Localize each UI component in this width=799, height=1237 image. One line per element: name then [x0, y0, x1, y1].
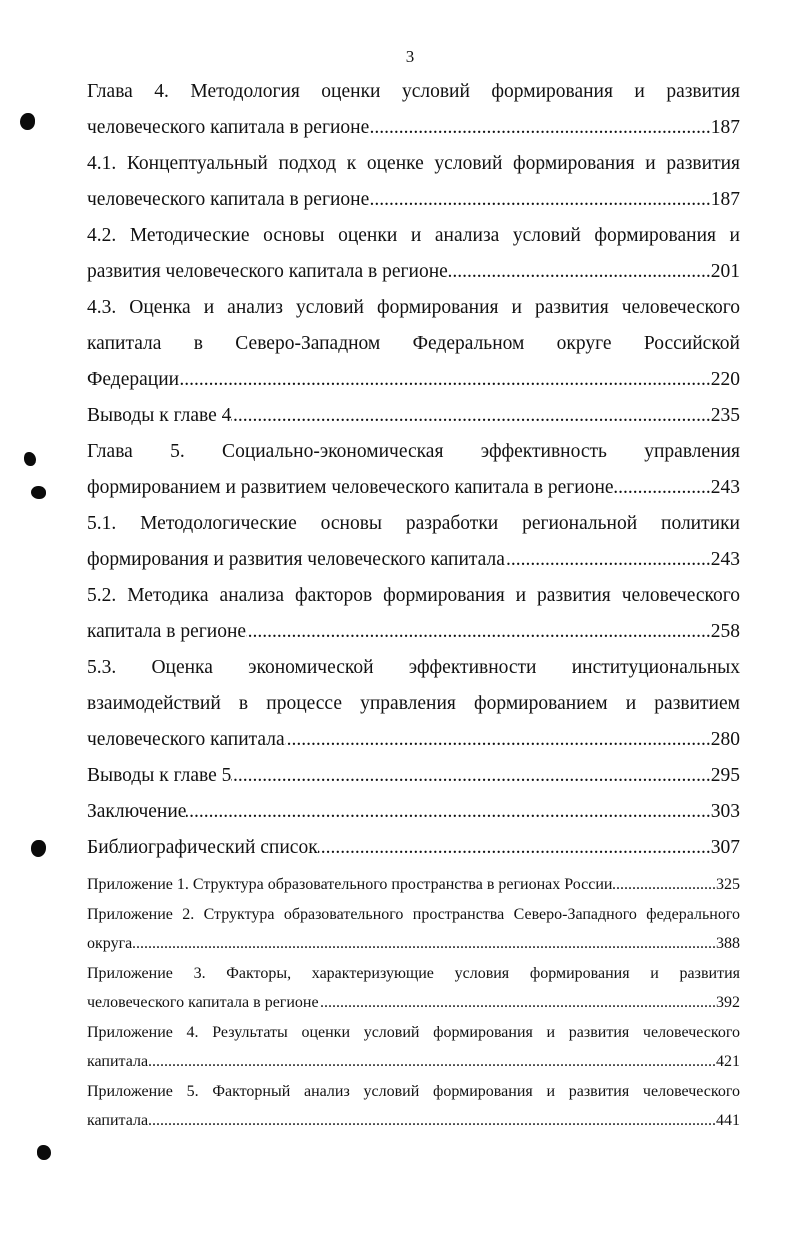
- toc-page-number: 280: [710, 729, 740, 750]
- toc-page-number: 388: [716, 935, 740, 952]
- toc-entry-last-line: [87, 830, 740, 866]
- dot-leader: [148, 1106, 716, 1136]
- toc-page-number: 441: [716, 1112, 740, 1129]
- toc-page-number: 325: [716, 876, 740, 893]
- dot-leader: [319, 988, 716, 1018]
- toc-entry: [87, 218, 740, 290]
- toc-line: взаимодействий в процессе управления формированием и развитием: [87, 693, 740, 714]
- toc-page-number: 220: [710, 369, 740, 390]
- toc-page-number: 243: [710, 477, 740, 498]
- toc-line: 5.1. Методологические основы разработки региональной политики: [87, 513, 740, 534]
- toc-entry-last-line: [87, 182, 740, 218]
- dot-leader: [369, 110, 711, 146]
- scan-mark: [31, 840, 46, 857]
- toc-line: Приложение 3. Факторы, характеризующие условия формирования и развития: [87, 964, 740, 982]
- toc-appendix-entry: [87, 900, 740, 959]
- toc-entry-last-line: [87, 470, 740, 506]
- toc-entry-last-line: [87, 758, 740, 794]
- toc-entry-title: округа: [87, 935, 133, 952]
- toc-page-number: 295: [710, 765, 740, 786]
- toc-entry-title: человеческого капитала: [87, 729, 285, 750]
- dot-leader: [505, 542, 711, 578]
- toc-entry-title: Заключение: [87, 801, 187, 822]
- toc-line: 4.2. Методические основы оценки и анализа условий формирования и: [87, 225, 740, 246]
- toc-entry-last-line: [87, 722, 740, 758]
- toc-entry-last-line: [87, 614, 740, 650]
- dot-leader: [612, 870, 716, 900]
- toc-entry-title: формированием и развитием человеческого капитала в регионе: [87, 477, 614, 498]
- dot-leader: [179, 362, 711, 398]
- dot-leader: [448, 254, 711, 290]
- toc-entry: [87, 146, 740, 218]
- scan-mark: [37, 1145, 51, 1160]
- toc-page-number: 258: [710, 621, 740, 642]
- dot-leader: [231, 398, 710, 434]
- toc-line: Приложение 5. Факторный анализ условий формирования и развития человеческого: [87, 1082, 740, 1100]
- toc-entry-title: Выводы к главе 4: [87, 405, 232, 426]
- toc-line: 5.3. Оценка экономической эффективности институциональных: [87, 657, 740, 678]
- toc-entry: [87, 830, 740, 866]
- toc-entry-last-line: [87, 110, 740, 146]
- toc-entry-last-line: [87, 794, 740, 830]
- toc-entry-last-line: [87, 542, 740, 578]
- toc-entry-last-line: [87, 1106, 740, 1136]
- toc-page-number: 235: [710, 405, 740, 426]
- page-number: 3: [405, 47, 415, 66]
- toc-entry-title: Библиографический список: [87, 837, 318, 858]
- toc-entry: [87, 506, 740, 578]
- toc-entry-title: человеческого капитала в регионе: [87, 994, 319, 1011]
- toc-entry-title: Приложение 1. Структура образовательного пространства в регионах России: [87, 876, 613, 893]
- toc-entry-last-line: [87, 254, 740, 290]
- toc-entry: [87, 74, 740, 146]
- toc-entry-title: формирования и развития человеческого капитала: [87, 549, 505, 570]
- toc-page-number: 187: [710, 189, 740, 210]
- toc-entry-last-line: [87, 398, 740, 434]
- toc-entry-title: человеческого капитала в регионе: [87, 189, 370, 210]
- toc-page-number: 392: [716, 994, 740, 1011]
- toc-line: 4.1. Концептуальный подход к оценке условий формирования и развития: [87, 153, 740, 174]
- toc-appendix-entry: [87, 1018, 740, 1077]
- toc-page-number: 307: [710, 837, 740, 858]
- toc-entry: [87, 398, 740, 434]
- toc-entry-last-line: [87, 1047, 740, 1077]
- toc-entry: [87, 290, 740, 398]
- dot-leader: [369, 182, 711, 218]
- toc-entry-last-line: [87, 988, 740, 1018]
- toc-line: капитала в Северо-Западном Федеральном округе Российской: [87, 333, 740, 354]
- dot-leader: [186, 794, 710, 830]
- toc-page-number: 201: [710, 261, 740, 282]
- toc-entry-title: Выводы к главе 5: [87, 765, 232, 786]
- toc-entry-last-line: [87, 929, 740, 959]
- toc-line: 4.3. Оценка и анализ условий формирования и развития человеческого: [87, 297, 740, 318]
- toc-appendix-entry: [87, 959, 740, 1018]
- toc-entry-title: капитала: [87, 1112, 149, 1129]
- toc-page-number: 243: [710, 549, 740, 570]
- toc-entry: [87, 794, 740, 830]
- toc-page-number: 303: [710, 801, 740, 822]
- scan-mark: [20, 113, 35, 130]
- toc-line: 5.2. Методика анализа факторов формирования и развития человеческого: [87, 585, 740, 606]
- dot-leader: [614, 470, 711, 506]
- dot-leader: [148, 1047, 716, 1077]
- toc-appendix-entry: [87, 1077, 740, 1136]
- toc-entry: [87, 650, 740, 758]
- toc-line: Приложение 2. Структура образовательного пространства Северо-Западного федерального: [87, 905, 740, 923]
- table-of-contents: [87, 74, 740, 1136]
- scan-mark: [24, 452, 36, 466]
- toc-appendices-section: [87, 870, 740, 1136]
- toc-entry-title: капитала в регионе: [87, 621, 247, 642]
- toc-main-section: [87, 74, 740, 866]
- dot-leader: [246, 614, 711, 650]
- toc-page-number: 187: [710, 117, 740, 138]
- toc-appendix-entry: [87, 870, 740, 900]
- dot-leader: [318, 830, 711, 866]
- toc-line: Глава 4. Методология оценки условий формирования и развития: [87, 81, 740, 102]
- toc-page-number: 421: [716, 1053, 740, 1070]
- dot-leader: [231, 758, 710, 794]
- toc-entry-title: Федерации: [87, 369, 180, 390]
- toc-entry-title: человеческого капитала в регионе: [87, 117, 370, 138]
- toc-line: Глава 5. Социально-экономическая эффективность управления: [87, 441, 740, 462]
- toc-entry-last-line: [87, 870, 740, 900]
- toc-line: Приложение 4. Результаты оценки условий формирования и развития человеческого: [87, 1023, 740, 1041]
- toc-entry-title: капитала: [87, 1053, 149, 1070]
- dot-leader: [285, 722, 711, 758]
- toc-entry: [87, 578, 740, 650]
- toc-entry: [87, 758, 740, 794]
- toc-entry-last-line: [87, 362, 740, 398]
- scan-mark: [31, 486, 46, 499]
- dot-leader: [132, 929, 716, 959]
- toc-entry: [87, 434, 740, 506]
- toc-entry-title: развития человеческого капитала в регионе: [87, 261, 448, 282]
